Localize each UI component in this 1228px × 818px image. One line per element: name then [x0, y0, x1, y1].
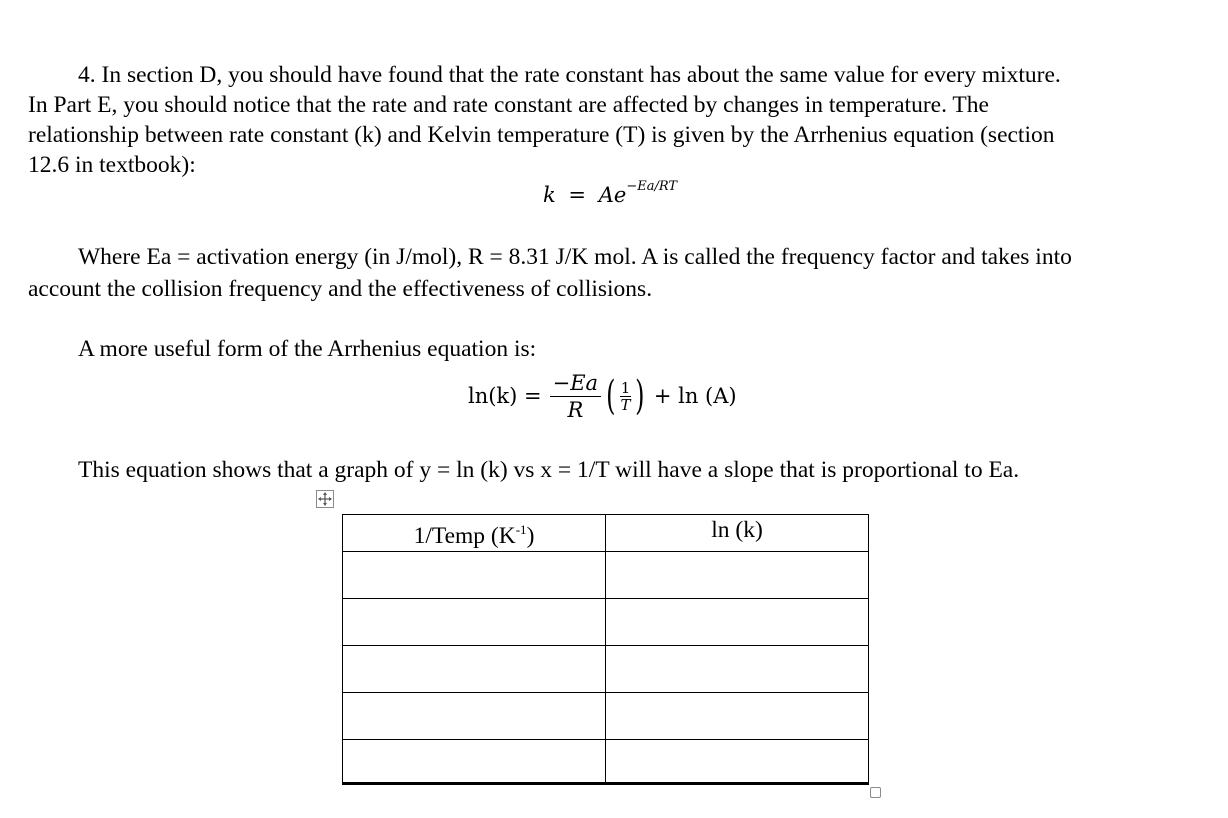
table-header-row — [343, 515, 869, 552]
table-cell-ln-k[interactable] — [606, 598, 869, 645]
table-cell-ln-k[interactable] — [606, 551, 869, 598]
definitions-line-2: account the collision frequency and the effectiveness of collisions. — [28, 276, 653, 302]
definitions-line-1: Where Ea = activation energy (in J/mol), R = 8.31 J/K mol. A is called the frequency factor and takes into — [78, 244, 1072, 270]
graph-statement: This equation shows that a graph of y = ln (k) vs x = 1/T will have a slope that is proportional to Ea. — [78, 457, 1020, 483]
eq2-rhs: + ln (A) — [653, 384, 737, 408]
eq2-inner-num: 1 — [620, 378, 631, 397]
eq2-paren-open: ( — [606, 373, 616, 419]
move-arrows-icon — [317, 491, 333, 507]
question-line-2: In Part E, you should notice that the rate and rate constant are affected by changes in temperature. The — [28, 92, 989, 118]
question-line-3: relationship between rate constant (k) and Kelvin temperature (T) is given by the Arrhenius equation (section — [28, 122, 1055, 148]
table-cell-ln-k[interactable] — [606, 739, 869, 783]
eq1-lhs: k — [543, 183, 556, 207]
header-ln-k[interactable]: ln (k) — [606, 515, 869, 552]
eq2-inner-den: T — [620, 395, 631, 414]
table-row — [343, 739, 869, 783]
eq2-frac-den: R — [567, 397, 584, 422]
eq1-exponent: −Ea/RT — [626, 179, 678, 194]
table-move-icon[interactable] — [316, 490, 334, 508]
question-line-4: 12.6 in textbook): — [28, 152, 196, 178]
table-cell-inverse-temp[interactable] — [343, 551, 606, 598]
table-row — [343, 598, 869, 645]
eq2-paren-close: ) — [635, 373, 645, 419]
arrhenius-equation — [543, 179, 678, 207]
eq2-fraction — [550, 370, 601, 423]
table-row — [343, 645, 869, 692]
table-cell-inverse-temp[interactable] — [343, 692, 606, 739]
table-cell-inverse-temp[interactable] — [343, 739, 606, 783]
table-cell-inverse-temp[interactable] — [343, 598, 606, 645]
useful-form-intro: A more useful form of the Arrhenius equation is: — [78, 336, 537, 362]
table-resize-icon[interactable] — [870, 787, 881, 798]
question-line-1: 4. In section D, you should have found that the rate constant has about the same value for every mixture. — [78, 62, 1061, 88]
table-cell-ln-k[interactable] — [606, 692, 869, 739]
table-cell-inverse-temp[interactable] — [343, 645, 606, 692]
eq2-lhs: ln(k) = — [468, 384, 542, 408]
table-row — [343, 692, 869, 739]
eq1-equals: = — [568, 183, 587, 207]
data-table[interactable] — [342, 514, 869, 785]
table-row — [343, 551, 869, 598]
eq2-inner-fraction — [620, 380, 632, 413]
header-inverse-temp[interactable]: 1/Temp $(K^{-1})$ — [343, 515, 606, 552]
table-cell-ln-k[interactable] — [606, 645, 869, 692]
eq1-base: Ae — [598, 183, 627, 207]
eq2-frac-num: −Ea — [550, 370, 601, 397]
linear-arrhenius-equation — [468, 364, 737, 428]
